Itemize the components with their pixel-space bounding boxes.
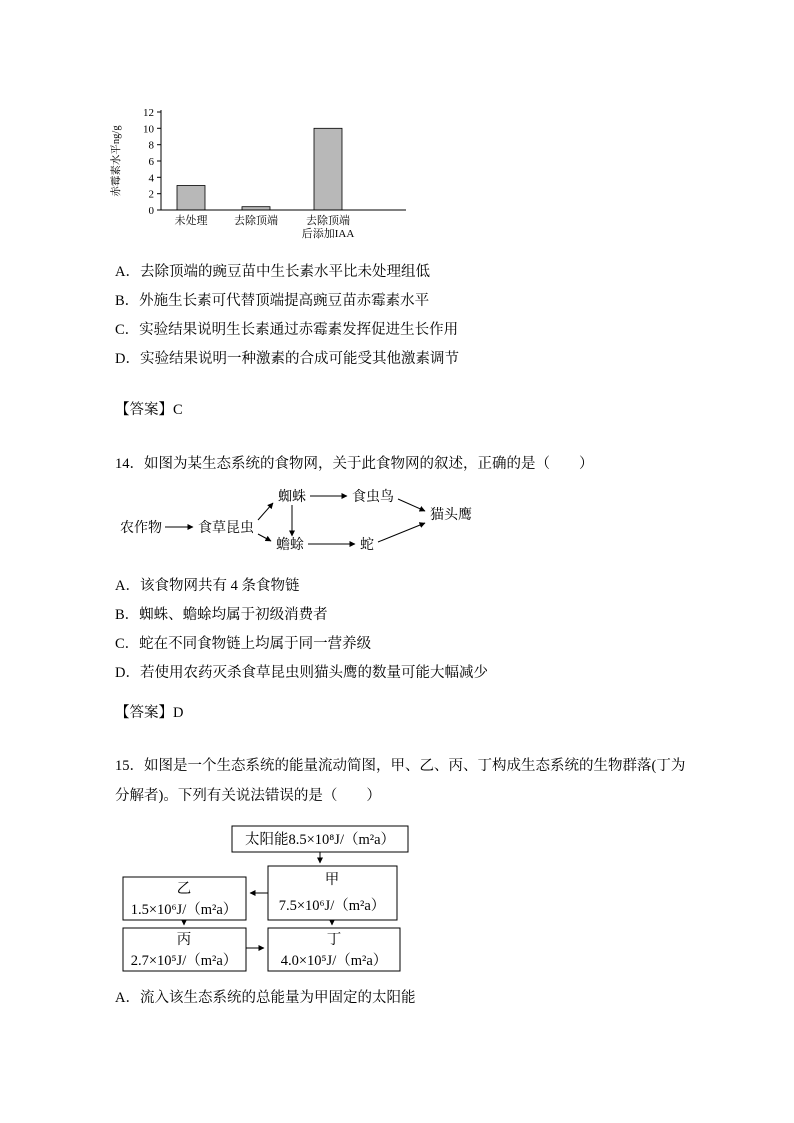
yi-value: 1.5×10⁶J/（m²a）: [130, 902, 238, 918]
q14-stem: 14．如图为某生态系统的食物网，关于此食物网的叙述，正确的是（ ）: [115, 456, 594, 472]
x-label-tip-removed-iaa1: 去除顶端: [306, 215, 350, 227]
arrow-herbivore-to-toad: [258, 534, 271, 541]
x-label-tip-removed-iaa2: 后添加IAA: [301, 228, 355, 240]
node-toad: 蟾蜍: [276, 538, 304, 553]
q14-option-d: D．若使用农药灭杀食草昆虫则猫头鹰的数量可能大幅减少: [115, 665, 488, 681]
y-tick-10: 10: [143, 123, 154, 136]
ding-label: 丁: [326, 932, 342, 948]
q13-answer: 【答案】C: [115, 402, 183, 418]
y-tick-4: 4: [148, 172, 154, 185]
jia-value: 7.5×10⁶J/（m²a）: [278, 898, 386, 914]
y-tick-12: 12: [143, 107, 154, 119]
node-snake: 蛇: [360, 538, 374, 553]
bing-value: 2.7×10⁵J/（m²a）: [130, 953, 238, 969]
x-axis-labels: [175, 213, 355, 240]
q13-option-d: D．实验结果说明一种激素的合成可能受其他激素调节: [115, 351, 459, 367]
x-label-untreated: 未处理: [174, 215, 208, 227]
yi-label: 乙: [176, 881, 192, 897]
ding-value: 4.0×10⁵J/（m²a）: [280, 953, 388, 969]
q14-options: [115, 572, 488, 688]
q14-option-c: C．蛇在不同食物链上均属于同一营养级: [115, 636, 372, 652]
bar-tip-removed-iaa: [314, 128, 342, 210]
y-tick-6: 6: [148, 156, 154, 168]
x-label-tip-removed: 去除顶端: [234, 215, 278, 227]
q15-option-a: A．流入该生态系统的总能量为甲固定的太阳能: [115, 990, 416, 1006]
node-bird: 食虫鸟: [352, 490, 394, 505]
q14-answer: 【答案】D: [115, 705, 184, 721]
q14-option-a: A．该食物网共有 4 条食物链: [115, 578, 300, 594]
y-tick-2: 2: [148, 188, 154, 201]
q15-stem-line2: 分解者)。下列有关说法错误的是（ ）: [115, 788, 381, 804]
bars: [177, 128, 342, 210]
sun-label: 太阳能8.5×10⁸J/（m²a）: [244, 832, 396, 848]
q13-option-b: B．外施生长素可代替顶端提高豌豆苗赤霉素水平: [115, 293, 430, 309]
y-axis: [109, 107, 161, 217]
food-web-nodes: [120, 488, 472, 553]
node-crop: 农作物: [120, 521, 162, 536]
food-web-diagram: [112, 486, 552, 576]
bing-label: 丙: [176, 932, 192, 948]
y-axis-title: 赤霉素水平ng/g: [111, 125, 122, 197]
q15-stem: [115, 751, 685, 811]
arrow-snake-to-owl: [378, 523, 425, 542]
q13-options: [115, 258, 459, 374]
bar-untreated: [177, 186, 205, 211]
node-herbivore: 食草昆虫: [198, 521, 254, 536]
arrow-herbivore-to-spider: [258, 503, 273, 520]
q15-stem-line1: 15．如图是一个生态系统的能量流动简图，甲、乙、丙、丁构成生态系统的生物群落(丁为: [115, 758, 686, 774]
q13-option-a: A．去除顶端的豌豆苗中生长素水平比未处理组低: [115, 264, 430, 280]
energy-flow-diagram: [115, 820, 415, 980]
q14-option-b: B．蜘蛛、蟾蜍均属于初级消费者: [115, 607, 328, 623]
jia-label: 甲: [324, 872, 340, 888]
arrow-bird-to-owl: [398, 499, 425, 511]
gibberellin-bar-chart: [106, 100, 426, 250]
y-tick-8: 8: [148, 139, 154, 152]
q13-option-c: C．实验结果说明生长素通过赤霉素发挥促进生长作用: [115, 322, 459, 338]
y-tick-0: 0: [148, 205, 154, 217]
node-owl: 猫头鹰: [430, 508, 472, 523]
node-spider: 蜘蛛: [278, 490, 306, 505]
